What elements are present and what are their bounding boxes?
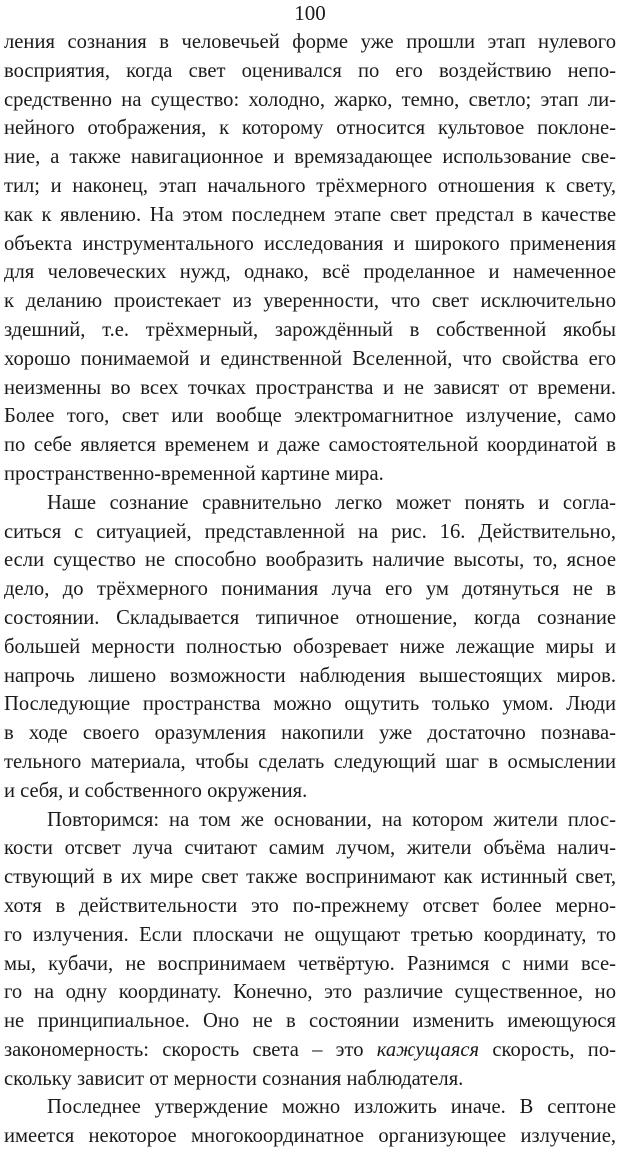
text-line-with-italic [4, 1036, 616, 1065]
text-line: го на одну координату. Конечно, это различие существенное, но [4, 981, 616, 1004]
text-line: Последующие пространства можно ощутить только умом. Люди [4, 693, 616, 716]
text-line: средственно на существо: холодно, жарко, темно, светло; этап ли- [4, 88, 616, 111]
paragraph-3 [4, 806, 616, 1094]
text-line: кости отсвет луча считают самим лучом, жители объёма налич- [4, 837, 616, 860]
paragraph-2 [4, 489, 616, 806]
text-line: дело, до трёхмерного понимания луча его ум дотянуться не в [4, 578, 616, 601]
text-line: скольку зависит от мерности сознания наблюдателя. [4, 1067, 464, 1090]
text-fragment: скорость, по- [479, 1038, 616, 1061]
text-line: здешний, т.е. трёхмерный, зарождённый в собственной якобы [4, 318, 616, 341]
paragraph-1 [4, 28, 616, 489]
text-line: хорошо понимаемой и единственной Вселенной, что свойства его [4, 347, 616, 370]
text-line: ствующий в их мире свет также воспринимают как истинный свет, [4, 866, 616, 889]
paragraph-4 [4, 1093, 616, 1151]
body-text [4, 28, 616, 1151]
text-line: Последнее утверждение можно изложить иначе. В септоне [47, 1096, 616, 1119]
text-line: большей мерности полностью обозревает ниже лежащие миры и [4, 635, 616, 658]
text-line: и себя, и собственного окружения. [4, 779, 308, 802]
page-number: 100 [294, 1, 326, 25]
text-line: неизменны во всех точках пространства и не зависят от времени. [4, 376, 616, 399]
text-line: Более того, свет или вообще электромагнитное излучение, само [4, 405, 616, 428]
italic-word: кажущаяся [376, 1038, 480, 1061]
text-line: Наше сознание сравнительно легко может понять и согла- [47, 491, 616, 514]
text-line: для человеческих нужд, однако, всё проделанное и намеченное [4, 261, 616, 284]
text-line: состоянии. Складывается типичное отношение, когда сознание [4, 606, 616, 629]
text-line: нейного отображения, к которому относится культовое поклоне- [4, 117, 616, 140]
text-line: к деланию проистекает из уверенности, что свет исключительно [4, 290, 616, 313]
text-line: го излучения. Если плоскачи не ощущают третью координату, то [4, 923, 616, 946]
text-line: хотя в действительности это по-прежнему отсвет более мерно- [4, 894, 616, 917]
book-page [4, 0, 616, 1151]
text-line: восприятия, когда свет оценивался по его воздействию непо- [4, 59, 616, 82]
text-line: мы, кубачи, не воспринимаем четвёртую. Разнимся с ними все- [4, 952, 616, 975]
text-line: напрочь лишено возможности наблюдения вышестоящих миров. [4, 664, 616, 687]
text-line: в ходе своего оразумления накопили уже достаточно познава- [4, 722, 616, 745]
text-line: ние, а также навигационное и времязадающее использование све- [4, 146, 616, 169]
text-line: Повторимся: на том же основании, на котором жители плос- [47, 808, 616, 831]
text-fragment: закономерность: скорость света – это [4, 1038, 377, 1061]
text-line: как к явлению. На этом последнем этапе свет предстал в качестве [4, 203, 616, 226]
text-line: пространственно-временной картине мира. [4, 462, 384, 485]
text-line: имеется некоторое многокоординатное организующее излучение, [4, 1125, 616, 1148]
text-line: тельного материала, чтобы сделать следующий шаг в осмыслении [4, 750, 616, 773]
text-line: ления сознания в человечьей форме уже прошли этап нулевого [4, 31, 616, 53]
text-line: по себе является временем и даже самостоятельной координатой в [4, 434, 616, 457]
text-line: тил; и наконец, этап начального трёхмерного отношения к свету, [4, 174, 616, 197]
text-line: если существо не способно вообразить наличие высоты, то, ясное [4, 549, 616, 572]
text-line: ситься с ситуацией, представленной на рис. 16. Действительно, [4, 520, 616, 543]
text-line: не принципиальное. Оно не в состоянии изменить имеющуюся [4, 1010, 616, 1033]
text-line: объекта инструментального исследования и широкого применения [4, 232, 616, 255]
